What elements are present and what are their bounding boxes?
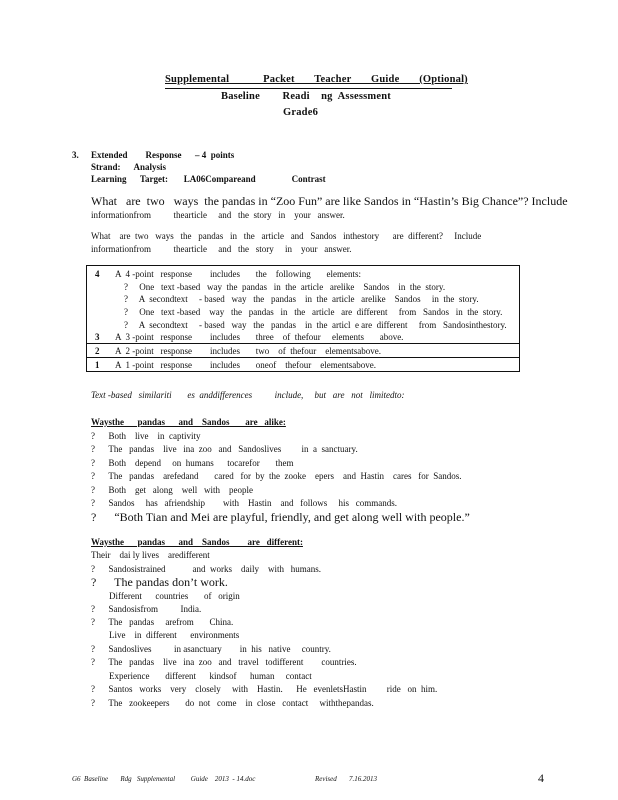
rubric-row-2-label: A 2 -point response includes two of thefour elementsabove.	[115, 346, 381, 356]
different-row-9: Experience different kindsof human contact	[91, 671, 312, 681]
rubric-score-3: 3	[95, 332, 100, 342]
table-border-top	[86, 265, 520, 266]
different-row-8: ? The pandas live ina zoo and travel todifferent countries.	[91, 657, 357, 667]
similarities-note: Text -based similariti es anddifferences include, but are not limitedto:	[91, 390, 405, 400]
different-row-1: ? Sandosistrained and works daily with humans.	[91, 564, 321, 574]
page-number: 4	[538, 771, 544, 785]
rubric-score-1: 1	[95, 360, 100, 370]
different-row-3: Different countries of origin	[91, 591, 240, 601]
doc-title-line2: Baseline Readi ng Assessment	[221, 91, 391, 102]
strand-label: Strand: Analysis	[91, 162, 167, 172]
learning-target: Learning Target: LA06Compareand Contrast	[91, 174, 326, 184]
different-heading: Waysthe pandas and Sandos are different:	[91, 537, 303, 547]
title-rule	[165, 88, 452, 89]
alike-item-1: ? Both live in captivity	[91, 431, 201, 441]
different-row-2: ? The pandas don’t work.	[91, 575, 228, 589]
prompt-1-line2: informationfrom thearticle and the story in your answer.	[91, 210, 345, 220]
footer-filename: G6 Baseline Rdg Supplemental Guide 2013 - 14.doc	[72, 775, 256, 783]
footer-revised: Revised 7.16.2013	[315, 775, 378, 783]
doc-title-line3: Grade6	[283, 107, 319, 118]
table-border-left	[86, 265, 87, 372]
different-row-7: ? Sandoslives in asanctuary in his native country.	[91, 644, 331, 654]
prompt-2-line1: What are two ways the pandas in the article and Sandos inthestory are different? Include	[91, 231, 482, 241]
prompt-2-line2: informationfrom thearticle and the story in your answer.	[91, 244, 352, 254]
rubric-element-2: ? A secondtext - based way the pandas in the article arelike Sandos in the story.	[124, 294, 479, 304]
alike-item-5: ? Both get along well with people	[91, 485, 253, 495]
question-title: Extended Response – 4 points	[91, 150, 235, 160]
different-row-6: Live in different environments	[91, 630, 240, 640]
different-row-4: ? Sandosisfrom India.	[91, 604, 202, 614]
rubric-score-4: 4	[95, 269, 100, 279]
alike-heading: Waysthe pandas and Sandos are alike:	[91, 417, 286, 427]
table-border-right	[519, 265, 520, 372]
alike-item-6: ? Sandos has afriendship with Hastin and follows his commands.	[91, 498, 397, 508]
alike-item-2: ? The pandas live ina zoo and Sandoslives in a sanctuary.	[91, 444, 358, 454]
table-divider-2	[86, 357, 520, 358]
doc-title-line1: Supplemental Packet Teacher Guide (Optional)	[165, 74, 468, 85]
different-intro: Their dai ly lives aredifferent	[91, 550, 210, 560]
alike-item-3: ? Both depend on humans tocarefor them	[91, 458, 294, 468]
rubric-element-1: ? One text -based way the pandas in the article arelike Sandos in the story.	[124, 282, 446, 292]
alike-item-quote: ? “Both Tian and Mei are playful, friendly, and get along well with people.”	[91, 510, 470, 524]
table-border-bottom	[86, 371, 520, 372]
rubric-score-2: 2	[95, 346, 100, 356]
alike-item-4: ? The pandas arefedand cared for by the zooke epers and Hastin cares for Sandos.	[91, 471, 462, 481]
prompt-1-line1: What are two ways the pandas in “Zoo Fun” are like Sandos in “Hastin’s Big Chance”? Include	[91, 194, 568, 208]
rubric-row-1-label: A 1 -point response includes oneof thefour elementsabove.	[115, 360, 376, 370]
rubric-element-3: ? One text -based way the pandas in the article are different from Sandos in the story.	[124, 307, 503, 317]
question-number: 3.	[72, 150, 79, 160]
table-divider-1	[86, 343, 520, 344]
different-row-5: ? The pandas arefrom China.	[91, 617, 234, 627]
different-row-10: ? Santos works very closely with Hastin. He evenletsHastin ride on him.	[91, 684, 438, 694]
rubric-row-4-label: A 4 -point response includes the following elements:	[115, 269, 361, 279]
rubric-element-4: ? A secondtext - based way the pandas in the articl e are different from Sandosinthestory.	[124, 320, 507, 330]
different-row-11: ? The zookeepers do not come in close contact withthepandas.	[91, 698, 374, 708]
rubric-row-3-label: A 3 -point response includes three of thefour elements above.	[115, 332, 404, 342]
